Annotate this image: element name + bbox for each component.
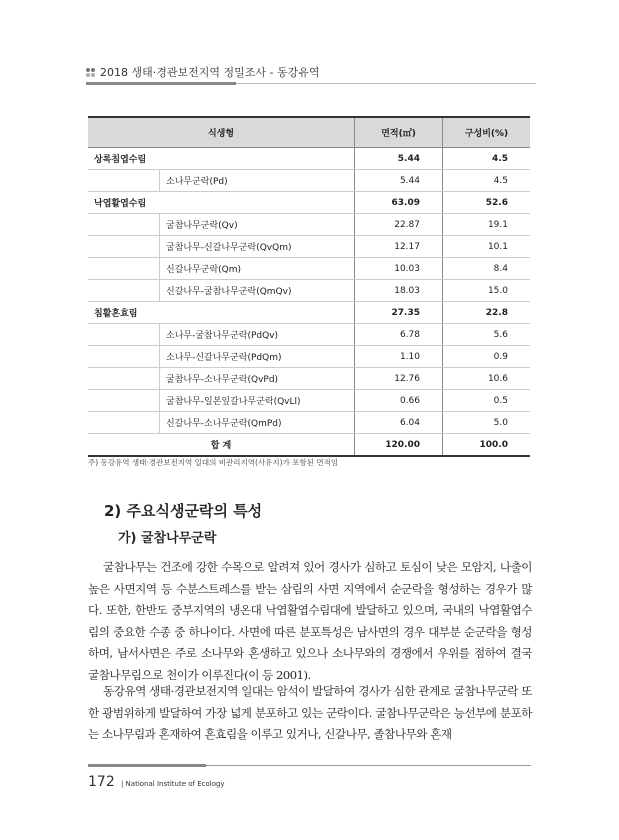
paragraph: 동강유역 생태·경관보전지역 일대는 암석이 발달하여 경사가 심한 관계로 굴참나무군락 또한 광범위하게 발달하여 가장 넓게 분포하고 있는 군락이다. 굴참나무군락은 능선부에 분포하는 소나무림과 혼재하여 혼효림을 이루고 있거나, 신갈나무, 졸참나무와 혼재 <box>88 684 532 742</box>
community-name: 신갈나무-굴참나무군락(QmQv) <box>88 280 355 302</box>
community-name: 굴참나무군락(Qv) <box>88 214 355 236</box>
footer: 172 | National Institute of Ecology <box>88 774 225 790</box>
col-ratio: 구성비(%) <box>443 117 531 148</box>
group-name: 침활혼효림 <box>88 302 355 324</box>
table-row <box>88 170 530 192</box>
table-row <box>88 346 530 368</box>
col-area: 면적(㎡) <box>355 117 443 148</box>
footer-rule-thin <box>206 765 531 766</box>
table-row <box>88 324 530 346</box>
ratio-cell: 4.5 <box>443 170 531 192</box>
community-name: 굴참나무-신갈나무군락(QvQm) <box>88 236 355 258</box>
table-row <box>88 412 530 434</box>
group-name: 상록침엽수림 <box>88 148 355 170</box>
community-name: 굴참나무-일본잎갈나무군락(QvLl) <box>88 390 355 412</box>
paragraph: 굴참나무는 건조에 강한 수목으로 알려져 있어 경사가 심하고 토심이 낮은 모암지, 나출이 높은 사면지역 등 수분스트레스를 받는 삼림의 사면 지역에서 순군락을 형성하는 경우가 많다. 또한, 한반도 중부지역의 냉온대 낙엽활엽수림대에 발달하고 있으며, 국내의 낙엽활엽수림의 중요한 수종 중 하나이다. 사면에 따른 분포특성은 남사면의 경우 대부분 순군락을 형성하며, 남서사면은 주로 소나무와 혼생하고 있으나 소나무와의 경쟁에서 우위를 점하여 결국 굴참나무림으로 천이가 이루진다(이 등 2001). <box>88 560 532 682</box>
total-area: 120.00 <box>355 434 443 457</box>
area-cell: 0.66 <box>355 390 443 412</box>
table-row <box>88 258 530 280</box>
area-cell: 5.44 <box>355 148 443 170</box>
running-header <box>86 64 319 80</box>
ratio-cell: 10.6 <box>443 368 531 390</box>
table-row <box>88 280 530 302</box>
area-cell: 10.03 <box>355 258 443 280</box>
area-cell: 6.78 <box>355 324 443 346</box>
col-vegetation-type: 식생형 <box>88 117 355 148</box>
community-name: 소나무군락(Pd) <box>88 170 355 192</box>
header-title: 2018 생태·경관보전지역 정밀조사 - 동강유역 <box>100 66 320 79</box>
area-cell: 6.04 <box>355 412 443 434</box>
community-name: 신갈나무-소나무군락(QmPd) <box>88 412 355 434</box>
ratio-cell: 0.9 <box>443 346 531 368</box>
ratio-cell: 22.8 <box>443 302 531 324</box>
table-row <box>88 302 530 324</box>
area-cell: 12.76 <box>355 368 443 390</box>
ratio-cell: 8.4 <box>443 258 531 280</box>
ratio-cell: 10.1 <box>443 236 531 258</box>
ratio-cell: 0.5 <box>443 390 531 412</box>
publisher: National Institute of Ecology <box>125 780 225 788</box>
community-name: 신갈나무군락(Qm) <box>88 258 355 280</box>
subsection-heading: 가) 굴참나무군락 <box>118 531 217 546</box>
ratio-cell: 5.6 <box>443 324 531 346</box>
community-name: 소나무-굴참나무군락(PdQv) <box>88 324 355 346</box>
ratio-cell: 4.5 <box>443 148 531 170</box>
bullet-dots-icon <box>86 68 95 77</box>
community-name: 소나무-신갈나무군락(PdQm) <box>88 346 355 368</box>
table-note: 주) 동강유역 생태·경관보전지역 일대의 비관리지역(사유지)가 포함된 면적임 <box>88 458 339 467</box>
ratio-cell: 52.6 <box>443 192 531 214</box>
table-row <box>88 192 530 214</box>
table-row <box>88 214 530 236</box>
total-ratio: 100.0 <box>443 434 531 457</box>
ratio-cell: 15.0 <box>443 280 531 302</box>
area-cell: 22.87 <box>355 214 443 236</box>
table-row <box>88 368 530 390</box>
table-row <box>88 390 530 412</box>
ratio-cell: 5.0 <box>443 412 531 434</box>
table-row <box>88 148 530 170</box>
total-label: 합 계 <box>88 434 355 457</box>
section-heading: 2) 주요식생군락의 특성 <box>104 502 263 520</box>
header-rule <box>86 82 236 85</box>
area-cell: 12.17 <box>355 236 443 258</box>
area-cell: 5.44 <box>355 170 443 192</box>
table-row <box>88 236 530 258</box>
vegetation-table <box>88 116 530 457</box>
group-name: 낙엽활엽수림 <box>88 192 355 214</box>
footer-rule <box>88 764 206 767</box>
page-number: 172 <box>88 774 115 790</box>
header-rule-thin <box>236 83 536 84</box>
community-name: 굴참나무-소나무군락(QvPd) <box>88 368 355 390</box>
area-cell: 27.35 <box>355 302 443 324</box>
area-cell: 18.03 <box>355 280 443 302</box>
ratio-cell: 19.1 <box>443 214 531 236</box>
area-cell: 1.10 <box>355 346 443 368</box>
area-cell: 63.09 <box>355 192 443 214</box>
total-row <box>88 434 530 457</box>
